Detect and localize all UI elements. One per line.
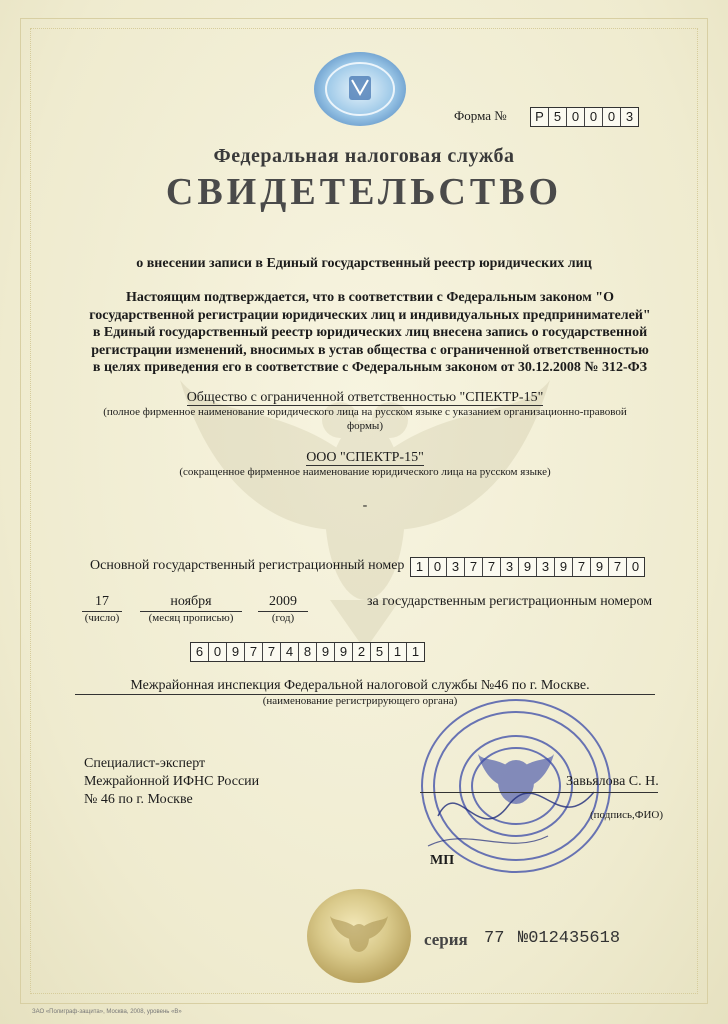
- grn-digit: 8: [299, 643, 317, 661]
- gold-seal-icon: [304, 886, 414, 986]
- body-line: Настоящим подтверждается, что в соответствии с Федеральным законом "О: [126, 290, 614, 305]
- grn-digit: 6: [191, 643, 209, 661]
- signature-note: (подпись,ФИО): [590, 809, 663, 821]
- date-month: ноября: [170, 594, 212, 609]
- date-day: [82, 594, 122, 610]
- grn-digit: 9: [317, 643, 335, 661]
- form-code-digit: 0: [567, 108, 585, 126]
- printer-note: ЗАО «Полиграф-защита», Москва, 2008, уровень «В»: [32, 1009, 182, 1015]
- company-full-name-note-1: (полное фирменное наименование юридического лица на русском языке с указанием организационно-правовой: [103, 406, 627, 418]
- ogrn-digit: 7: [609, 558, 627, 576]
- ogrn-digit: 0: [631, 559, 640, 574]
- document-title: СВИДЕТЕЛЬСТВО: [165, 171, 563, 213]
- ogrn-digit: 7: [465, 558, 483, 576]
- ogrn-digit: 9: [555, 558, 573, 576]
- document-subtitle: о внесении записи в Единый государственный реестр юридических лиц: [136, 256, 592, 271]
- authority-note: (наименование регистрирующего органа): [262, 695, 458, 707]
- serial-label: серия: [424, 930, 468, 949]
- form-code-digit: 5: [549, 108, 567, 126]
- serial-series: 77: [484, 929, 505, 948]
- ogrn-digit: 7: [483, 558, 501, 576]
- body-paragraph: [60, 289, 680, 377]
- serial-number: №012435618: [518, 929, 621, 948]
- signer-position-line: Межрайонной ИФНС России: [84, 774, 260, 789]
- ogrn-digit: 7: [573, 558, 591, 576]
- form-code-boxes: [530, 107, 639, 127]
- grn-label: за государственным регистрационным номером: [367, 594, 653, 609]
- signer-position-line: Специалист-эксперт: [84, 756, 206, 771]
- body-line: регистрации изменений, вносимых в устав общества с ограниченной ответственностью: [91, 342, 649, 358]
- form-code-digit: 3: [625, 109, 634, 124]
- empty-field-dash: -: [362, 498, 368, 513]
- authority-name: Межрайонная инспекция Федеральной налоговой службы №46 по г. Москве.: [130, 678, 590, 693]
- company-full-name-block: [60, 390, 670, 406]
- company-short-name-block: [60, 450, 670, 466]
- signer-name: Завьялова С. Н.: [566, 774, 659, 789]
- date-day-note: (число): [84, 612, 120, 624]
- grn-digit: 5: [371, 643, 389, 661]
- grn-digit: 0: [209, 643, 227, 661]
- form-label: Форма №: [454, 108, 507, 123]
- grn-digit: 9: [227, 643, 245, 661]
- body-line: в Единый государственный реестр юридических лиц внесена запись о государственной: [92, 325, 648, 340]
- ogrn-digit: 9: [519, 558, 537, 576]
- grn-digit: 7: [245, 643, 263, 661]
- company-full-name-note-2: формы): [347, 420, 383, 432]
- grn-digit: 7: [263, 643, 281, 661]
- grn-digit: 9: [335, 643, 353, 661]
- seal-place-label: МП: [430, 853, 455, 868]
- grn-digit: 1: [389, 643, 407, 661]
- signature-line: [420, 792, 658, 793]
- form-code-digit: Р: [531, 108, 549, 126]
- ogrn-digit: 3: [537, 558, 555, 576]
- date-day-value: 17: [95, 594, 109, 609]
- grn-digit: 1: [411, 644, 420, 659]
- signer-position: [84, 755, 259, 809]
- body-line: в целях приведения его в соответствие с Федеральным законом от 30.12.2008 № 312-ФЗ: [92, 360, 648, 375]
- ogrn-digit: 0: [429, 558, 447, 576]
- hologram-emblem-icon: [312, 50, 408, 128]
- company-short-name-note: (сокращенное фирменное наименование юридического лица на русском языке): [179, 466, 551, 478]
- ogrn-boxes: [410, 557, 645, 577]
- signer-position-line: № 46 по г. Москве: [84, 792, 193, 807]
- ogrn-label: Основной государственный регистрационный номер: [90, 558, 405, 573]
- form-code-digit: 0: [585, 108, 603, 126]
- agency-title: Федеральная налоговая служба: [213, 145, 515, 167]
- body-line: государственной регистрации юридических лиц и индивидуальных предпринимателей": [89, 307, 651, 323]
- grn-digit: 4: [281, 643, 299, 661]
- company-short-name: ООО "СПЕКТР-15": [306, 450, 424, 465]
- ogrn-digit: 1: [411, 558, 429, 576]
- grn-digit: 2: [353, 643, 371, 661]
- date-month-note: (месяц прописью): [148, 612, 234, 624]
- form-code-digit: 0: [603, 108, 621, 126]
- date-year-note: (год): [271, 612, 295, 624]
- ogrn-digit: 3: [447, 558, 465, 576]
- ogrn-digit: 3: [501, 558, 519, 576]
- grn-boxes: [190, 642, 425, 662]
- company-full-name: Общество с ограниченной ответственностью "СПЕКТР-15": [186, 390, 544, 405]
- date-year: 2009: [269, 594, 297, 609]
- ogrn-digit: 9: [591, 558, 609, 576]
